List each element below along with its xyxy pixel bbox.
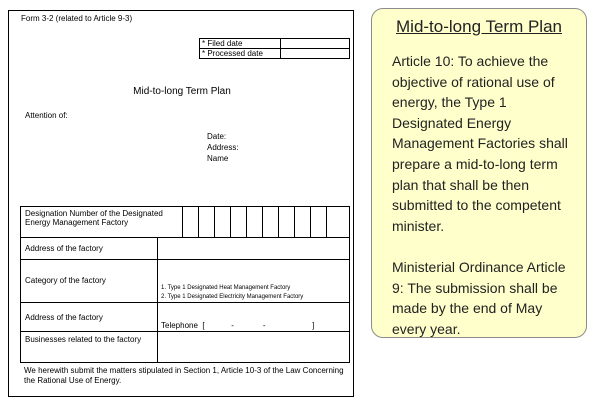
row-divider xyxy=(21,237,349,238)
designation-digit-divider xyxy=(230,207,231,237)
category-option-heat: 1. Type 1 Designated Heat Management Factory xyxy=(161,285,291,291)
row-divider xyxy=(21,331,349,332)
designation-digit-divider xyxy=(214,207,215,237)
attention-label: Attention of: xyxy=(25,111,68,120)
row-divider xyxy=(21,259,349,260)
designation-number-label: Designation Number of the Designated Energy Management Factory xyxy=(25,209,163,227)
date-stamp-table xyxy=(199,38,350,59)
date-label: Date: xyxy=(207,132,227,141)
category-option-electricity: 2. Type 1 Designated Electricity Management Factory xyxy=(161,294,304,300)
designation-digit-divider xyxy=(182,207,183,237)
form-title: Mid-to-long Term Plan xyxy=(133,86,231,97)
processed-date-field xyxy=(281,49,350,59)
factory-address-label: Address of the factory xyxy=(25,244,103,253)
telephone-field: Telephone [ - - ] xyxy=(161,321,315,330)
factory-address-label-2: Address of the factory xyxy=(25,313,103,322)
label-column-divider xyxy=(157,237,158,362)
article-10-text: Article 10: To achieve the objective of rational use of energy, the Type 1 Designated Energy Management Factories shall prepare a mid-to-long term plan that shall be then submitted to the competent minister. xyxy=(392,53,568,234)
explanation-callout xyxy=(371,8,587,338)
form-number: Form 3-2 (related to Article 9-3) xyxy=(21,14,133,23)
designation-digit-divider xyxy=(294,207,295,237)
factory-info-grid xyxy=(20,206,350,363)
factory-category-label: Category of the factory xyxy=(25,276,106,285)
ordinance-article-9-text: Ministerial Ordinance Article 9: The submission shall be made by the end of May every year. xyxy=(392,258,566,337)
filed-date-field xyxy=(281,39,350,49)
designation-digit-divider xyxy=(246,207,247,237)
callout-body xyxy=(392,51,578,339)
designation-digit-divider xyxy=(278,207,279,237)
row-divider xyxy=(21,302,349,303)
designation-digit-divider xyxy=(262,207,263,237)
businesses-label: Businesses related to the factory xyxy=(25,335,142,344)
processed-date-label: * Processed date xyxy=(200,49,281,59)
filed-date-label: * Filed date xyxy=(200,39,281,49)
callout-title: Mid-to-long Term Plan xyxy=(396,17,562,36)
designation-digit-divider xyxy=(326,207,327,237)
address-label: Address: xyxy=(207,143,239,152)
designation-digit-divider xyxy=(198,207,199,237)
name-label: Name xyxy=(207,154,229,163)
form-document xyxy=(8,10,354,397)
submission-statement: We herewith submit the matters stipulated in Section 1, Article 10-3 of the Law Concerning the Rational Use of Energy. xyxy=(24,366,344,385)
designation-digit-divider xyxy=(310,207,311,237)
